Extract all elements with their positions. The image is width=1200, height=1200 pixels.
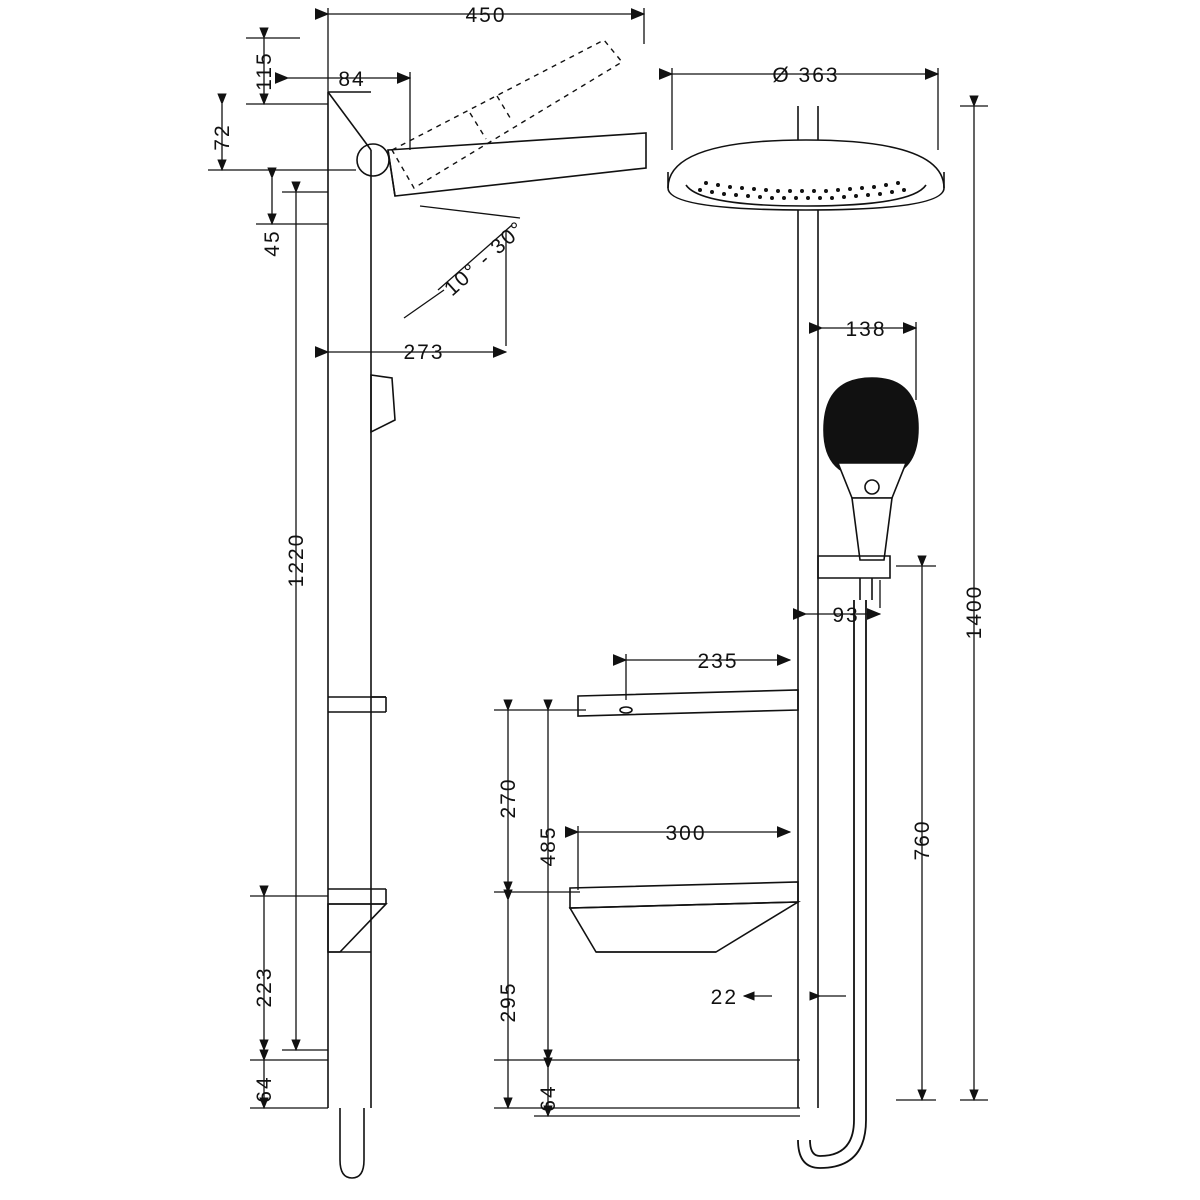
dim-bracket-height: 72	[211, 123, 234, 151]
dim-pipe-length: 1220	[285, 532, 308, 588]
dim-shelf-lower-height: 295	[497, 981, 520, 1023]
dim-front-bottom-offset: 64	[537, 1084, 560, 1112]
dim-drop-45: 45	[261, 229, 284, 257]
dim-overall-width: 450	[465, 4, 507, 27]
dim-angle-range: 10° - 30°	[439, 216, 530, 301]
dim-shelf-mid-height: 485	[537, 825, 560, 867]
dim-shelf-upper-height: 270	[497, 777, 520, 819]
dim-shelf-lower-depth: 300	[665, 822, 707, 845]
dim-wall-offset-top: 115	[253, 51, 276, 91]
dim-handshower-holder: 93	[832, 604, 860, 627]
dim-total-height: 1400	[963, 584, 986, 640]
dim-bottom-offset: 64	[253, 1075, 276, 1103]
front-view-geometry	[570, 106, 944, 1168]
dim-head-diameter: Ø 363	[772, 64, 840, 87]
side-view-geometry	[328, 40, 646, 1178]
dim-pipe-width: 22	[710, 986, 738, 1009]
dim-lower-block: 223	[253, 966, 276, 1008]
dim-shelf-upper-depth: 235	[697, 650, 739, 673]
dimension-lines	[208, 8, 988, 1116]
dim-overhead-reach: 273	[403, 341, 445, 364]
dim-hose-height: 760	[911, 819, 934, 861]
dim-plate-width: 84	[338, 68, 366, 91]
dim-handshower-offset: 138	[845, 318, 887, 341]
